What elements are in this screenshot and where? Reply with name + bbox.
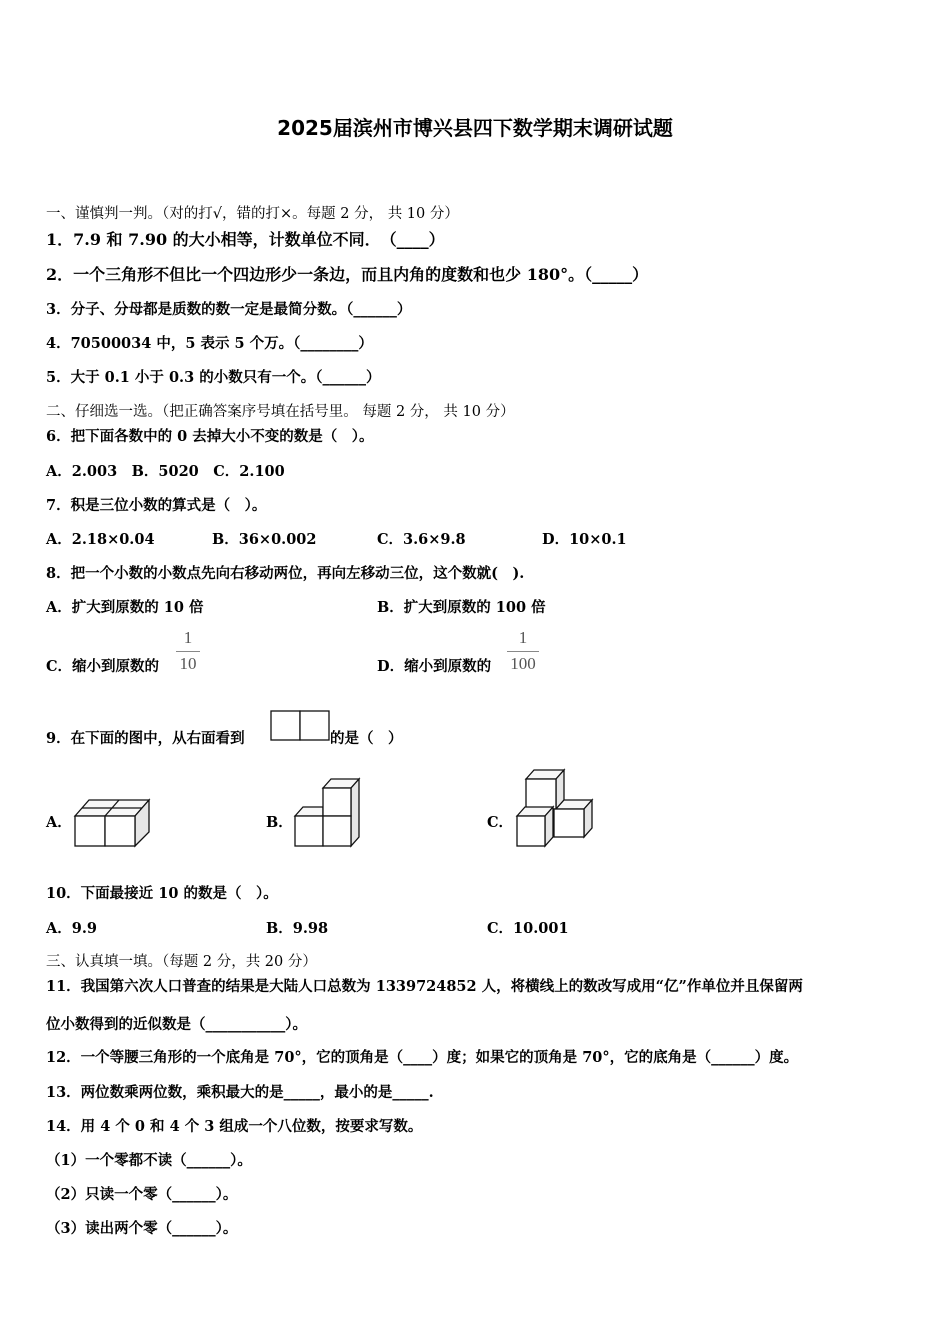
question-7: 7．积是三位小数的算式是（ ）。 xyxy=(46,497,267,514)
question-6-options: A．2.003 B．5020 C．2.100 xyxy=(46,463,285,480)
cube-figure-b xyxy=(290,776,366,850)
question-9-option-b: B． xyxy=(266,814,293,831)
fraction-numerator: 1 xyxy=(518,628,528,647)
question-7-option-b: B．36×0.002 xyxy=(212,531,317,548)
question-8-option-b: B．扩大到原数的 100 倍 xyxy=(377,599,546,616)
question-11-line-2: 位小数得到的近似数是（___________）。 xyxy=(46,1016,307,1033)
question-10: 10．下面最接近 10 的数是（ ）。 xyxy=(46,885,278,902)
question-9-text-after: 的是（ ） xyxy=(330,730,403,747)
section-1-heading: 一、谨慎判一判。（对的打√，错的打×。每题 2 分， 共 10 分） xyxy=(46,206,459,222)
question-9-text-before: 9．在下面的图中，从右面看到 xyxy=(46,730,245,747)
question-4: 4．70500034 中，5 表示 5 个万。（________） xyxy=(46,335,373,352)
cube-figure-a xyxy=(70,794,154,850)
question-8: 8．把一个小数的小数点先向右移动两位，再向左移动三位，这个数就( ). xyxy=(46,565,525,582)
fraction-numerator: 1 xyxy=(183,628,193,647)
question-8-option-d: D．缩小到原数的 xyxy=(377,658,492,675)
question-13: 13．两位数乘两位数，乘积最大的是_____，最小的是_____. xyxy=(46,1084,434,1101)
fraction-denominator: 100 xyxy=(510,654,536,673)
question-1: 1．7.9 和 7.90 的大小相等，计数单位不同． （____） xyxy=(46,230,445,249)
fraction-denominator: 10 xyxy=(179,654,197,673)
section-2-heading: 二、仔细选一选。（把正确答案序号填在括号里。 每题 2 分， 共 10 分） xyxy=(46,404,515,420)
question-14: 14．用 4 个 0 和 4 个 3 组成一个八位数，按要求写数。 xyxy=(46,1118,423,1135)
question-14-part-2: （2）只读一个零（______）。 xyxy=(46,1186,238,1203)
question-5: 5．大于 0.1 小于 0.3 的小数只有一个。（______） xyxy=(46,369,381,386)
question-7-option-a: A．2.18×0.04 xyxy=(46,531,155,548)
page-title: 2025届滨州市博兴县四下数学期末调研试题 xyxy=(277,116,673,140)
question-3: 3．分子、分母都是质数的数一定是最简分数。（______） xyxy=(46,301,412,318)
question-11-line-1: 11．我国第六次人口普查的结果是大陆人口总数为 1339724852 人，将横线上的数改写成用“亿”作单位并且保留两 xyxy=(46,978,803,995)
question-8-option-c: C．缩小到原数的 xyxy=(46,658,160,675)
question-10-option-b: B．9.98 xyxy=(266,920,329,937)
question-14-part-1: （1）一个零都不读（______）。 xyxy=(46,1152,252,1169)
fraction-one-hundredth xyxy=(507,628,539,674)
cube-figure-c xyxy=(512,766,598,850)
question-10-option-a: A．9.9 xyxy=(46,920,97,937)
fraction-one-tenth xyxy=(176,628,200,674)
question-10-option-c: C．10.001 xyxy=(487,920,569,937)
question-6: 6．把下面各数中的 0 去掉大小不变的数是（ ）。 xyxy=(46,428,374,445)
right-view-figure xyxy=(270,710,332,742)
question-12: 12．一个等腰三角形的一个底角是 70°，它的顶角是（____）度；如果它的顶角是 70°，它的底角是（______）度。 xyxy=(46,1049,799,1066)
question-9-option-a: A． xyxy=(46,814,72,831)
question-7-option-c: C．3.6×9.8 xyxy=(377,531,466,548)
question-8-option-a: A．扩大到原数的 10 倍 xyxy=(46,599,204,616)
question-9-option-c: C． xyxy=(487,814,514,831)
question-2: 2．一个三角形不但比一个四边形少一条边，而且内角的度数和也少 180°。（_____） xyxy=(46,265,649,284)
question-7-option-d: D．10×0.1 xyxy=(542,531,627,548)
question-14-part-3: （3）读出两个零（______）。 xyxy=(46,1220,238,1237)
section-3-heading: 三、认真填一填。（每题 2 分，共 20 分） xyxy=(46,954,317,970)
